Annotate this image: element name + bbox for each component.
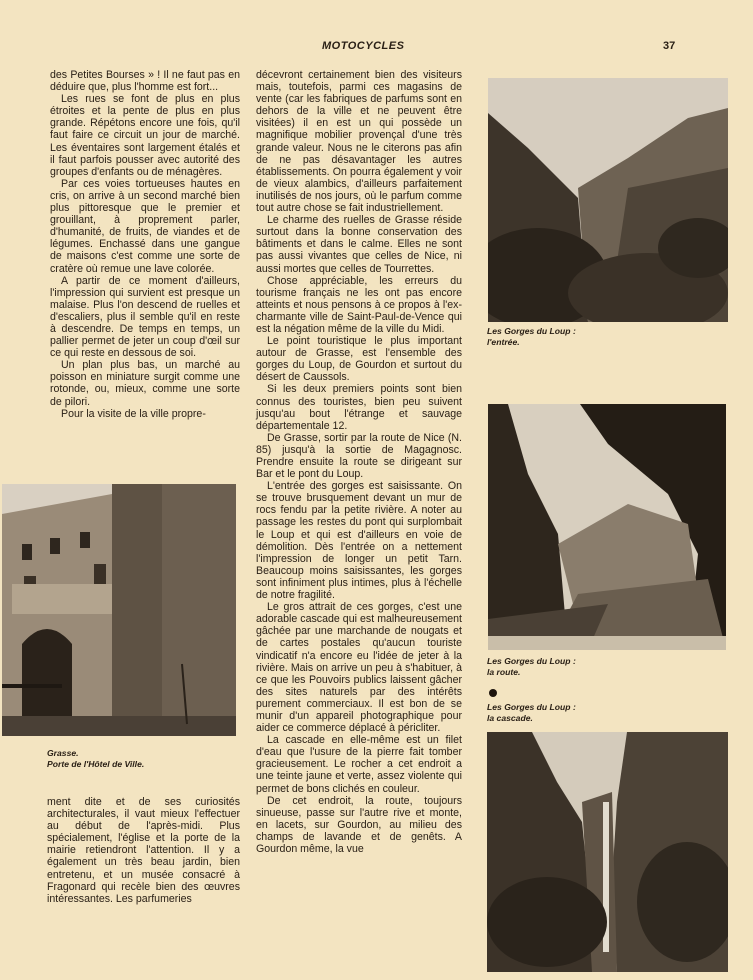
caption-line: Grasse. [47, 748, 79, 758]
page-number: 37 [663, 40, 676, 52]
paragraph: Pour la visite de la ville propre- [61, 407, 206, 420]
caption-line: Les Gorges du Loup : [487, 656, 576, 666]
paragraph: Par ces voies tortueuses hautes en cris, on arrive à un second marché bien plus pittoresque que le premier et grouillant, à proprement parler, d'humanité, de fruits, de viandes et de légumes. Enchassé dans une gangue de maisons c'est comme une sorte de cratère où remue une lave colorée. [50, 177, 240, 275]
paragraph: ment dite et de ses curiosités architecturales, il vaut mieux l'effectuer au début de l'après-midi. Plus spécialement, l'église et la porte de la mairie retiendront l'attention. Il y a également un très beau jardin, bien entretenu, et un musée consacré à Fragonard qui recèle bien des œuvres intéressantes. Les parfumeries [47, 796, 240, 905]
paragraph: des Petites Bourses » ! Il ne faut pas en déduire que, plus l'homme est fort... [50, 69, 240, 94]
paragraph: Si les deux premiers points sont bien connus des touristes, bien peu suivent jusqu'au bout l'étrange et sauvage départementale 12. [256, 383, 462, 432]
column-1-top-text [50, 69, 240, 420]
caption-grasse [47, 748, 144, 770]
caption-line: la route. [487, 667, 521, 677]
bullet-dot [489, 689, 497, 697]
caption-entree [487, 326, 576, 348]
paragraph: Un plan plus bas, un marché au poisson en miniature surgit comme une rotonde, ou, mieux, comme une sorte de pilori. [50, 359, 240, 408]
paragraph: Les rues se font de plus en plus étroites et la pente de plus en plus grande. Répétons encore une fois, qu'il faut faire ce circuit un jour de marché. Les éventaires sont largement étalés et il faut parfois pousser avec autorité des groupes d'enfants ou de ménagères. [50, 93, 240, 178]
paragraph: Le gros attrait de ces gorges, c'est une adorable cascade qui est malheureusement gâchée par une marchande de nougats et de cartes postales qu'aucun touriste vindicatif n'a encore eu l'idée de jeter à la rivière. Mais on arrive un peu à s'habituer, à ce que les Pouvoirs publics laissent gâcher des sites naturels par des intérêts purement commerciaux. Il est bon de se munir d'un appareil photographique pour aider ce commerce déplacé à péricliter. [256, 601, 462, 735]
paragraph: Le point touristique le plus important autour de Grasse, est l'ensemble des gorges du Loup, de Gourdon et surtout du désert de Caussols. [256, 335, 462, 384]
caption-route [487, 656, 576, 678]
column-1-bottom-text [47, 796, 240, 905]
photo-gorges-du-loup-cascade [487, 732, 728, 972]
paragraph: De Grasse, sortir par la route de Nice (N. 85) jusqu'à la sortie de Magagnosc. Prendre ensuite la route se dirigeant sur Bar et le pont du Loup. [256, 431, 462, 481]
paragraph: De cet endroit, la route, toujours sinueuse, passe sur l'autre rive et monte, en lacets, sur Gourdon, au milieu des champs de lavande et de genêts. A Gourdon même, la vue [256, 794, 462, 855]
paragraph: décevront certainement bien des visiteurs mais, toutefois, parmi ces magasins de vente (car les fabriques de parfums sont en dehors de la ville et ne peuvent être visitées) il en est un qui possède un magnifique mobilier provençal d'une très grande valeur. Nous ne le citerons pas afin de ne pas désavantager les autres établissements. On pourra également y voir de vieux alambics, d'ailleurs parfaitement inutilisés de nos jours, où le parfum comme tout autre chose se fait industriellement. [256, 69, 462, 215]
caption-line: la cascade. [487, 713, 533, 723]
caption-line: Les Gorges du Loup : [487, 702, 576, 712]
running-title: MOTOCYCLES [322, 40, 405, 52]
photo-grasse-town-hall-gate [2, 484, 236, 736]
caption-line: Porte de l'Hôtel de Ville. [47, 759, 145, 769]
paragraph: L'entrée des gorges est saisissante. On se trouve brusquement devant un mur de rocs fendu par la petite rivière. A noter au passage les restes du pont qui surplombait le Loup et qui est d'ailleurs en voie de démolition. Dès l'entrée on a nettement l'impression de longer un petit Tarn. Beaucoup moins saisissantes, les gorges sont infiniment plus intimes, plus à l'échelle de notre fragilité. [256, 480, 462, 602]
paragraph: Chose appréciable, les erreurs du tourisme français ne les ont pas encore atteints et nous pensons à ce propos à l'ex-charmante ville de Saint-Paul-de-Vence qui est la négation même de la ville du Midi. [256, 274, 462, 335]
paragraph: La cascade en elle-même est un filet d'eau que l'usure de la pierre fait tomber gracieusement. Le rocher a cet endroit a une teinte jaune et verte, assez violente qui permet de bons clichés en couleur. [256, 734, 462, 795]
column-2-text [256, 69, 462, 855]
page-header [0, 40, 753, 56]
caption-cascade [487, 702, 576, 724]
photo-gorges-du-loup-entree [488, 78, 728, 322]
paragraph: Le charme des ruelles de Grasse réside surtout dans la bonne conservation des bâtiments et dans le calme. Elles ne sont pas aussi vivantes que celles de Nice, ni aussi mortes que celles de Tourrettes. [256, 214, 462, 275]
caption-line: Les Gorges du Loup : [487, 326, 576, 336]
caption-line: l'entrée. [487, 337, 520, 347]
photo-gorges-du-loup-route [488, 404, 726, 650]
paragraph: A partir de ce moment d'ailleurs, l'impression qui survient est presque un malaise. Plus l'on descend de ruelles et d'escaliers, plus il semble qu'il en reste à descendre. De temps en temps, un pallier permet de jeter un coup d'œil sur ce qui reste en dessous de soi. [50, 274, 240, 360]
